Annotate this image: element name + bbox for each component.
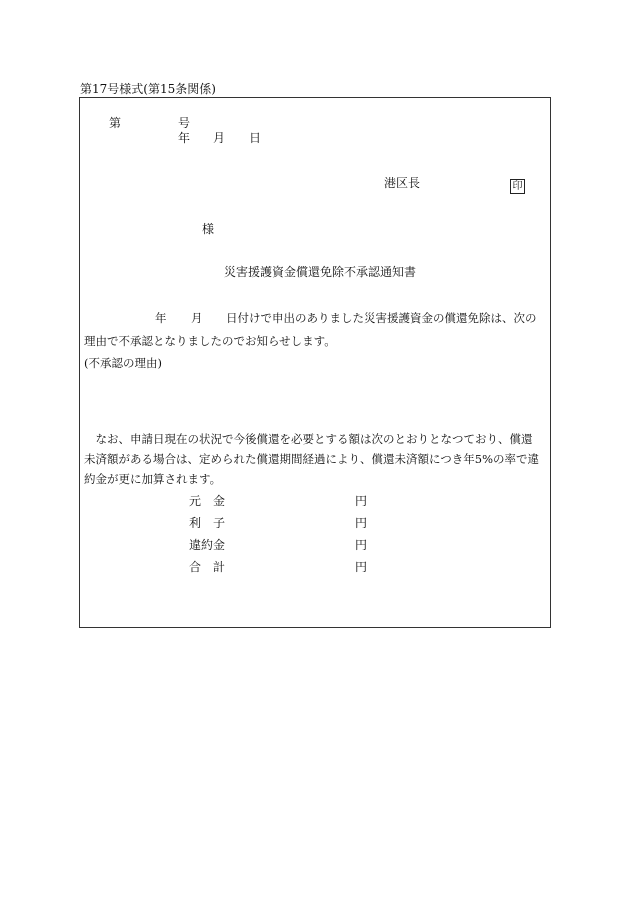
date-month: 月 bbox=[213, 131, 226, 145]
amount-principal-label: 元 金 bbox=[189, 494, 226, 508]
date-day: 日 bbox=[249, 131, 262, 145]
number-prefix: 第 bbox=[109, 116, 122, 130]
addressee-suffix: 様 bbox=[202, 222, 215, 236]
document-title: 災害援護資金償還免除不承認通知書 bbox=[224, 265, 417, 279]
body-date-month: 月 bbox=[191, 311, 203, 325]
amount-total-label: 合 計 bbox=[189, 560, 226, 574]
issuer-title: 港区長 bbox=[384, 176, 421, 190]
body-date-year: 年 bbox=[155, 311, 167, 325]
amount-total-unit: 円 bbox=[355, 560, 368, 574]
body-paragraph1-line1: 日付けで申出のありました災害援護資金の償還免除は、次の bbox=[226, 311, 537, 325]
body-paragraph2: なお、申請日現在の状況で今後償還を必要とする額は次のとおりとなつており、償還未済額がある場合は、定められた償還期間経過により、償還未済額につき年5%の率で違約金が更に加算されます。 bbox=[84, 432, 540, 486]
amount-interest-unit: 円 bbox=[355, 516, 368, 530]
seal-icon: 印 bbox=[510, 179, 525, 194]
seal-mark bbox=[510, 174, 525, 194]
number-suffix: 号 bbox=[178, 116, 191, 130]
amount-penalty-label: 違約金 bbox=[189, 538, 226, 552]
amount-interest-label: 利 子 bbox=[189, 516, 226, 530]
body-paragraph1-line2: 理由で不承認となりましたのでお知らせします。 bbox=[84, 334, 336, 348]
amount-penalty-unit: 円 bbox=[355, 538, 368, 552]
form-number-label: 第17号様式(第15条関係) bbox=[80, 82, 216, 96]
amount-principal-unit: 円 bbox=[355, 494, 368, 508]
reason-label: (不承認の理由) bbox=[84, 356, 162, 370]
date-year: 年 bbox=[178, 131, 191, 145]
